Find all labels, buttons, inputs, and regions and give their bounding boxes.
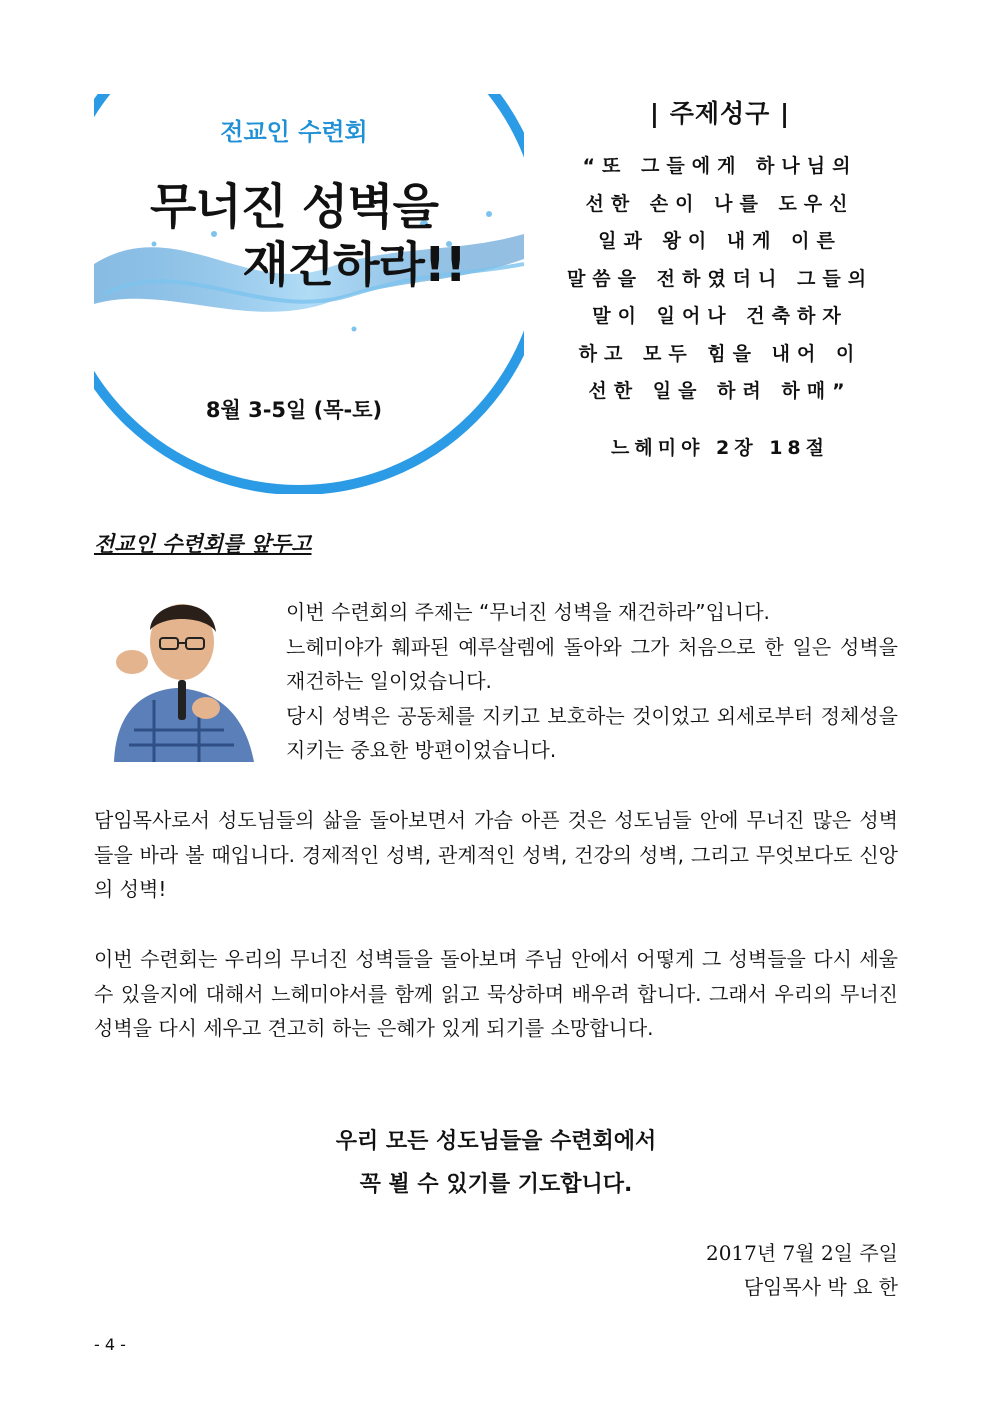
verse-line: 선한 일을 하려 하매”	[588, 380, 852, 402]
poster-date: 8월 3-5일 (목-토)	[205, 398, 383, 422]
page-number: - 4 -	[94, 1335, 126, 1354]
verse-line: 선한 손이 나를 도우신	[585, 192, 855, 215]
body-paragraph-1	[94, 803, 898, 907]
retreat-poster	[94, 94, 524, 494]
poster-subtitle: 전교인 수련회	[220, 118, 368, 146]
verse-line: “또 그들에게 하나님의	[582, 155, 858, 177]
poster-title-line1: 무너진 성벽을	[150, 179, 438, 235]
verse-line: 일과 왕이 내게 이른	[598, 230, 842, 252]
pastor-photo	[94, 580, 260, 762]
intro-paragraph: 느헤미야가 훼파된 예루살렘에 돌아와 그가 처음으로 한 일은 성벽을 재건하는 일이었습니다.	[286, 634, 898, 693]
section-heading: 전교인 수련회를 앞두고	[94, 532, 312, 556]
verse-line: 하고 모두 힘을 내어 이	[578, 342, 862, 365]
theme-verse	[560, 94, 880, 460]
closing-line: 우리 모든 성도님들을 수련회에서	[335, 1129, 657, 1154]
closing-message	[94, 1120, 898, 1206]
verse-line: 말이 일어나 건축하자	[592, 305, 848, 327]
intro-text	[286, 595, 898, 768]
body-paragraph-2	[94, 942, 898, 1046]
signature	[706, 1236, 898, 1304]
verse-reference: 느헤미야 2장 18절	[610, 436, 829, 459]
intro-paragraph: 이번 수련회의 주제는 “무너진 성벽을 재건하라”입니다.	[286, 600, 770, 624]
signature-author: 담임목사 박 요 한	[743, 1275, 898, 1299]
verse-title: | 주제성구 |	[649, 99, 791, 128]
signature-date: 2017년 7월 2일 주일	[705, 1241, 898, 1265]
body-paragraph: 담임목사로서 성도님들의 삶을 돌아보면서 가슴 아픈 것은 성도님들 안에 무너진 많은 성벽들을 바라 볼 때입니다. 경제적인 성벽, 관계적인 성벽, 건강의 성벽, 그리고 무엇보다도 신앙의 성벽!	[94, 808, 898, 901]
closing-line: 꼭 뵐 수 있기를 기도합니다.	[359, 1172, 633, 1197]
intro-paragraph: 당시 성벽은 공동체를 지키고 보호하는 것이었고 외세로부터 정체성을 지키는 중요한 방편이었습니다.	[286, 703, 898, 762]
poster-title-line2: 재건하라!!	[242, 237, 466, 293]
verse-line: 말씀을 전하였더니 그들의	[566, 267, 874, 290]
body-paragraph: 이번 수련회는 우리의 무너진 성벽들을 돌아보며 주님 안에서 어떻게 그 성벽들을 다시 세울 수 있을지에 대해서 느헤미야서를 함께 읽고 묵상하며 배우려 합니다. 그래서 우리의 무너진 성벽을 다시 세우고 견고히 하는 은혜가 있게 되기를 소망합니다.	[94, 947, 898, 1040]
